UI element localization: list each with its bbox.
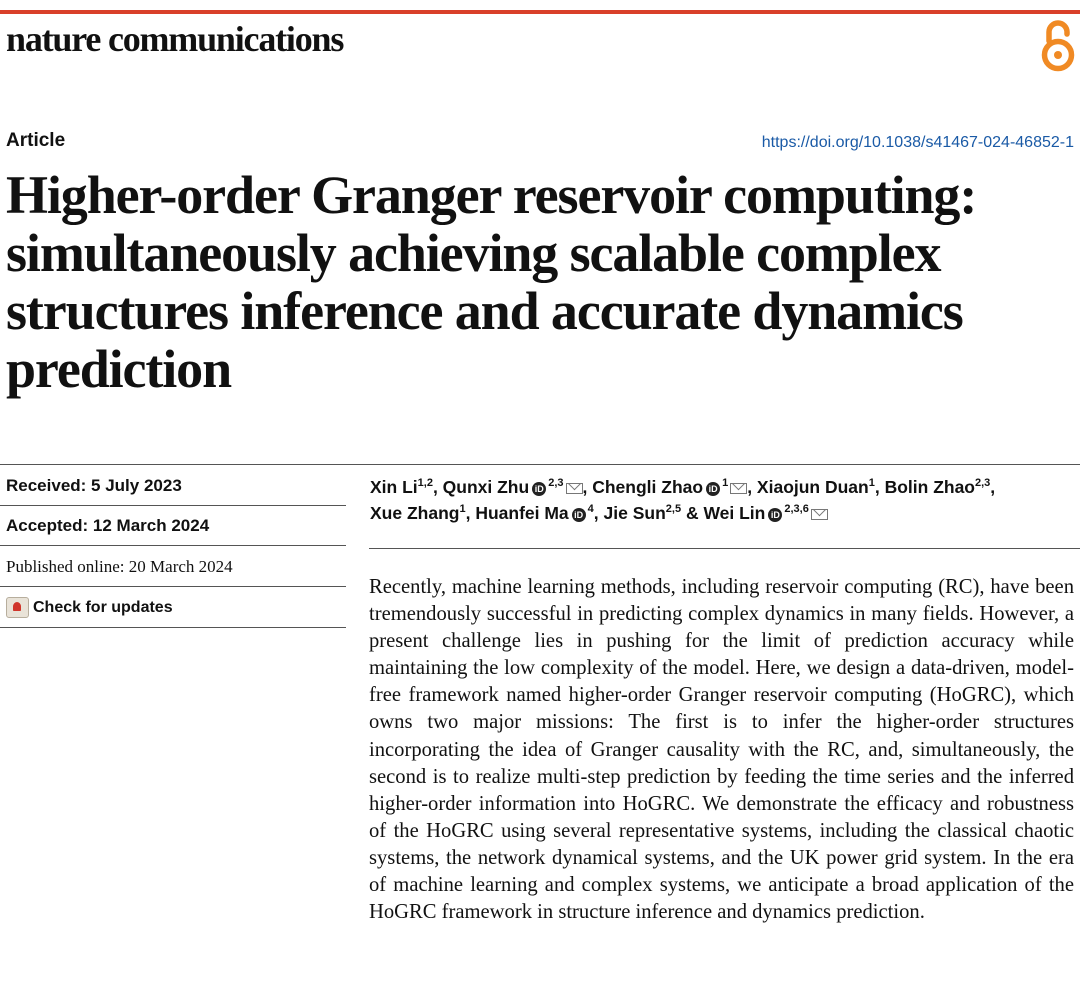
author-name: Xin Li <box>370 477 418 497</box>
author-affiliation: 2,5 <box>665 503 682 515</box>
author-affiliation: 2,3 <box>975 477 991 489</box>
divider-meta-4 <box>0 627 346 628</box>
author-item[interactable] <box>604 503 682 523</box>
author-item[interactable] <box>475 503 593 523</box>
author-separator: , <box>432 477 443 497</box>
received-date: Received: 5 July 2023 <box>6 476 182 495</box>
author-name: Xiaojun Duan <box>756 477 869 497</box>
author-affiliation: 2,3 <box>548 477 564 489</box>
author-item[interactable] <box>703 503 827 523</box>
author-item[interactable] <box>370 503 466 523</box>
check-for-updates-button[interactable] <box>6 597 173 618</box>
author-affiliation: 1 <box>459 503 466 515</box>
author-name: Chengli Zhao <box>592 477 704 497</box>
author-separator: , <box>582 477 593 497</box>
author-affiliation: 1 <box>868 477 875 489</box>
author-name: Wei Lin <box>703 503 766 523</box>
author-item[interactable] <box>443 477 583 497</box>
divider-meta-3 <box>0 586 346 587</box>
email-icon[interactable] <box>730 483 747 494</box>
author-name: Xue Zhang <box>370 503 460 523</box>
check-updates-icon <box>6 597 29 618</box>
author-name: Jie Sun <box>603 503 666 523</box>
author-separator: , <box>593 503 604 523</box>
author-separator: & <box>681 503 704 523</box>
author-affiliation: 4 <box>587 503 594 515</box>
author-separator: , <box>874 477 885 497</box>
author-name: Bolin Zhao <box>884 477 975 497</box>
author-separator: , <box>465 503 476 523</box>
journal-name[interactable]: nature communications <box>6 19 344 59</box>
author-name: Huanfei Ma <box>475 503 569 523</box>
author-affiliation: 2,3,6 <box>784 503 809 515</box>
orcid-icon[interactable]: iD <box>706 482 720 496</box>
journal-accent-bar <box>0 10 1080 14</box>
abstract-text: Recently, machine learning methods, including reservoir computing (RC), have been tremendously successful in predicting complex dynamics in many fields. However, a present challenge lies in pushing for the limit of prediction accuracy while maintaining the low complexity of the model. Here, we design a data-driven, model-free framework named higher-order Granger reservoir computing (HoGRC), which owns two major missions: The first is to infer the higher-order structures incorporating the idea of Granger causality with the RC, and, simultaneously, the second is to realize multi-step prediction by feeding the time series and the inferred higher-order information into HoGRC. We demonstrate the efficacy and robustness of the HoGRC using several representative systems, including the classical chaotic systems, the network dynamical systems, and the UK power grid system. In the era of machine learning and complex systems, we anticipate a broad application of the HoGRC framework in structure inference and dynamics prediction. <box>369 576 1074 924</box>
author-separator: , <box>747 477 757 497</box>
open-access-lock-icon <box>1040 19 1076 73</box>
article-type: Article <box>6 130 66 151</box>
orcid-icon[interactable]: iD <box>572 508 586 522</box>
article-title: Higher-order Granger reservoir computing: simultaneously achieving scalable complex structures inference and accurate dynamics prediction <box>6 165 977 399</box>
email-icon[interactable] <box>811 509 828 520</box>
published-date: Published online: 20 March 2024 <box>6 557 233 576</box>
author-item[interactable] <box>592 477 747 497</box>
author-item[interactable] <box>757 477 875 497</box>
author-affiliation: 1,2 <box>417 477 433 489</box>
accepted-date: Accepted: 12 March 2024 <box>6 516 210 535</box>
author-separator: , <box>990 477 996 497</box>
author-list <box>370 474 1070 526</box>
check-updates-label: Check for updates <box>33 598 173 616</box>
doi-link[interactable]: https://doi.org/10.1038/s41467-024-46852-1 <box>761 134 1074 151</box>
divider-abstract <box>369 548 1080 549</box>
divider-meta-1 <box>0 505 346 506</box>
orcid-icon[interactable]: iD <box>768 508 782 522</box>
divider-top <box>0 464 1080 465</box>
author-name: Qunxi Zhu <box>442 477 530 497</box>
author-affiliation: 1 <box>722 477 729 489</box>
orcid-icon[interactable]: iD <box>532 482 546 496</box>
author-item[interactable] <box>885 477 991 497</box>
email-icon[interactable] <box>566 483 583 494</box>
author-item[interactable] <box>370 477 433 497</box>
divider-meta-2 <box>0 545 346 546</box>
